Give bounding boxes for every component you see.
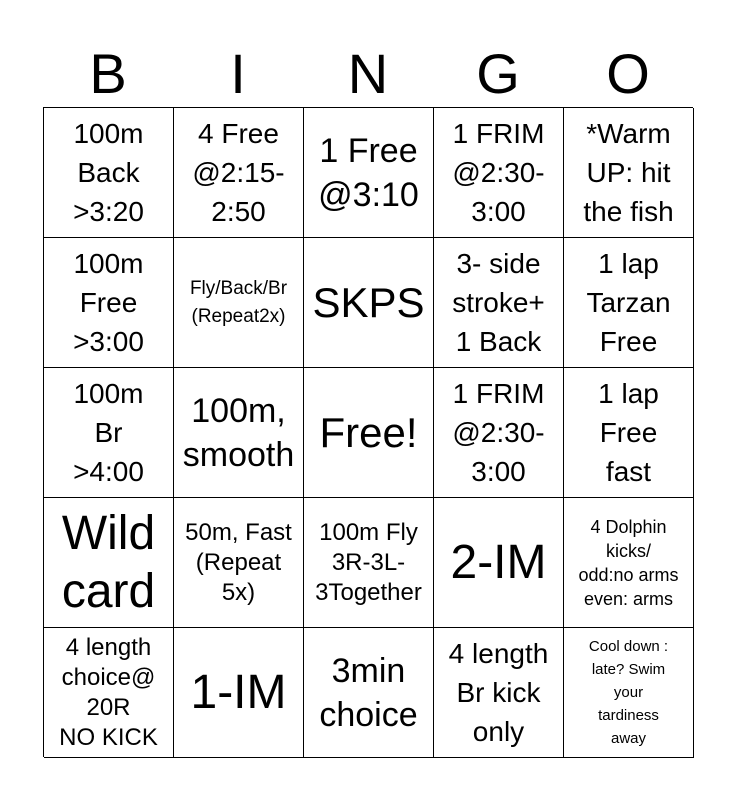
bingo-cell-r1-c5[interactable] xyxy=(564,108,694,238)
bingo-cell-r2-c3[interactable] xyxy=(304,238,434,368)
bingo-cell-r2-c5[interactable] xyxy=(564,238,694,368)
cell-label: 1-IM xyxy=(190,665,287,719)
cell-label: 3min choice xyxy=(319,651,418,734)
header-letter-i: I xyxy=(230,42,246,105)
cell-label: SKPS xyxy=(312,278,425,326)
bingo-cell-r3-c2[interactable] xyxy=(174,368,304,498)
cell-label: 1 Free @3:10 xyxy=(318,131,419,214)
bingo-cell-r4-c1[interactable] xyxy=(44,498,174,628)
cell-label: 2-IM xyxy=(450,535,547,589)
cell-label: 4 length Br kick only xyxy=(448,638,549,747)
bingo-cell-r1-c1[interactable] xyxy=(44,108,174,238)
bingo-cell-r4-c3[interactable] xyxy=(304,498,434,628)
header-letter-o: O xyxy=(606,42,650,105)
cell-label: 1 lap Tarzan Free xyxy=(586,248,671,357)
cell-label: 100m Free >3:00 xyxy=(73,248,144,357)
bingo-board xyxy=(43,107,693,757)
bingo-cell-r1-c2[interactable] xyxy=(174,108,304,238)
cell-label: 100m Br >4:00 xyxy=(73,378,144,487)
cell-label: Cool down : late? Swim your tardiness away xyxy=(588,638,669,747)
cell-label: Fly/Back/Br (Repeat2x) xyxy=(189,277,288,327)
bingo-cell-r3-c4[interactable] xyxy=(434,368,564,498)
bingo-cell-r2-c4[interactable] xyxy=(434,238,564,368)
cell-label: 3- side stroke+ 1 Back xyxy=(452,248,545,357)
cell-label: 1 FRIM @2:30- 3:00 xyxy=(452,378,545,487)
cell-label: 4 length choice@ 20R NO KICK xyxy=(59,633,158,751)
bingo-cell-r3-c1[interactable] xyxy=(44,368,174,498)
cell-label: 100m Back >3:20 xyxy=(73,118,144,227)
bingo-cell-r5-c5[interactable] xyxy=(564,628,694,758)
bingo-cell-r4-c4[interactable] xyxy=(434,498,564,628)
bingo-header xyxy=(43,40,693,108)
bingo-cell-r1-c4[interactable] xyxy=(434,108,564,238)
bingo-cell-r5-c4[interactable] xyxy=(434,628,564,758)
cell-label: 4 Free @2:15- 2:50 xyxy=(192,118,285,227)
bingo-cell-r2-c2[interactable] xyxy=(174,238,304,368)
bingo-cell-r3-c5[interactable] xyxy=(564,368,694,498)
header-letter-b: B xyxy=(89,42,127,105)
cell-label: 1 lap Free fast xyxy=(598,378,659,487)
cell-label: Wild card xyxy=(61,506,156,618)
cell-label: 1 FRIM @2:30- 3:00 xyxy=(452,118,545,227)
cell-label: 50m, Fast (Repeat 5x) xyxy=(185,518,292,606)
bingo-cell-r5-c1[interactable] xyxy=(44,628,174,758)
bingo-cell-r5-c2[interactable] xyxy=(174,628,304,758)
bingo-cell-r2-c1[interactable] xyxy=(44,238,174,368)
header-letter-n: N xyxy=(347,42,389,105)
bingo-cell-r3-c3[interactable] xyxy=(304,368,434,498)
bingo-cell-r5-c3[interactable] xyxy=(304,628,434,758)
cell-label: 100m Fly 3R-3L- 3Together xyxy=(315,518,422,606)
cell-label: Free! xyxy=(319,408,418,456)
bingo-cell-r1-c3[interactable] xyxy=(304,108,434,238)
bingo-cell-r4-c5[interactable] xyxy=(564,498,694,628)
bingo-cell-r4-c2[interactable] xyxy=(174,498,304,628)
cell-label: 4 Dolphin kicks/ odd:no arms even: arms xyxy=(578,516,679,609)
cell-label: 100m, smooth xyxy=(182,391,295,474)
header-letter-g: G xyxy=(476,42,520,105)
cell-label: *Warm UP: hit the fish xyxy=(583,118,674,227)
